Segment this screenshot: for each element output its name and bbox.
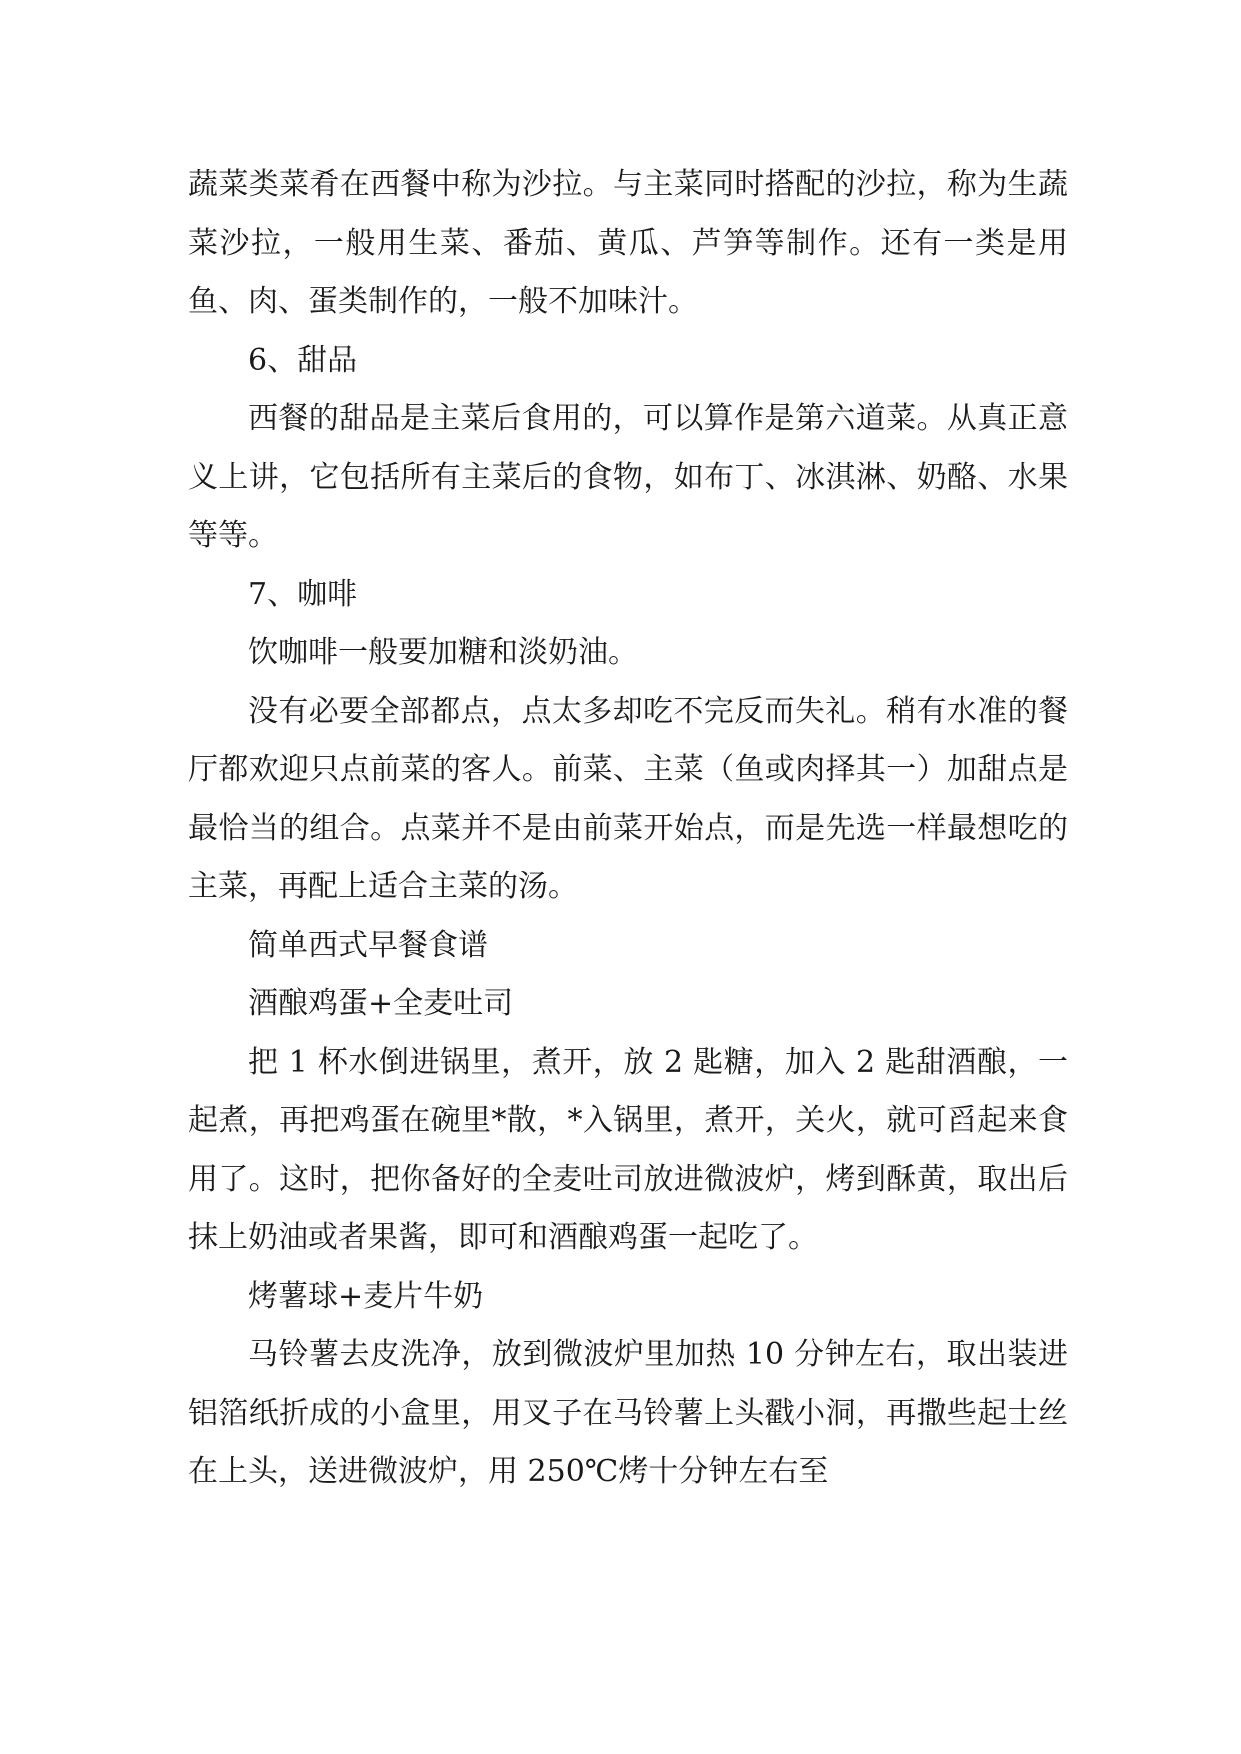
paragraph-dessert-description: 西餐的甜品是主菜后食用的，可以算作是第六道菜。从真正意义上讲，它包括所有主菜后的食物，如布丁、冰淇淋、奶酪、水果等等。 bbox=[188, 401, 1068, 553]
paragraph-recipe-potato-oatmeal: 马铃薯去皮洗净，放到微波炉里加热 10 分钟左右，取出装进铝箔纸折成的小盒里，用叉子在马铃薯上头戳小洞，再撒些起士丝在上头，送进微波炉，用 250℃烤十分钟左右至 bbox=[188, 1337, 1068, 1489]
heading-coffee: 7、咖啡 bbox=[248, 576, 358, 612]
document-body bbox=[188, 156, 1068, 1502]
paragraph-coffee-description: 饮咖啡一般要加糖和淡奶油。 bbox=[248, 635, 638, 670]
heading-recipe-potato-oatmeal: 烤薯球+麦片牛奶 bbox=[248, 1278, 484, 1314]
paragraph-ordering-advice: 没有必要全部都点，点太多却吃不完反而失礼。稍有水准的餐厅都欢迎只点前菜的客人。前菜、主菜（鱼或肉择其一）加甜点是最恰当的组合。点菜并不是由前菜开始点，而是先选一样最想吃的主菜，再配上适合主菜的汤。 bbox=[188, 693, 1068, 904]
heading-dessert: 6、甜品 bbox=[248, 342, 358, 378]
heading-breakfast-recipes: 简单西式早餐食谱 bbox=[248, 927, 488, 963]
heading-recipe-egg-toast: 酒酿鸡蛋+全麦吐司 bbox=[248, 986, 514, 1021]
paragraph-recipe-egg-toast: 把 1 杯水倒进锅里，煮开，放 2 匙糖，加入 2 匙甜酒酿，一起煮，再把鸡蛋在碗里*散，*入锅里，煮开，关火，就可舀起来食用了。这时，把你备好的全麦吐司放进微波炉，烤到酥黄，取出后抹上奶油或者果酱，即可和酒酿鸡蛋一起吃了。 bbox=[188, 1044, 1068, 1255]
paragraph-salad-description: 蔬菜类菜肴在西餐中称为沙拉。与主菜同时搭配的沙拉，称为生蔬菜沙拉，一般用生菜、番茄、黄瓜、芦笋等制作。还有一类是用鱼、肉、蛋类制作的，一般不加味汁。 bbox=[188, 167, 1068, 319]
